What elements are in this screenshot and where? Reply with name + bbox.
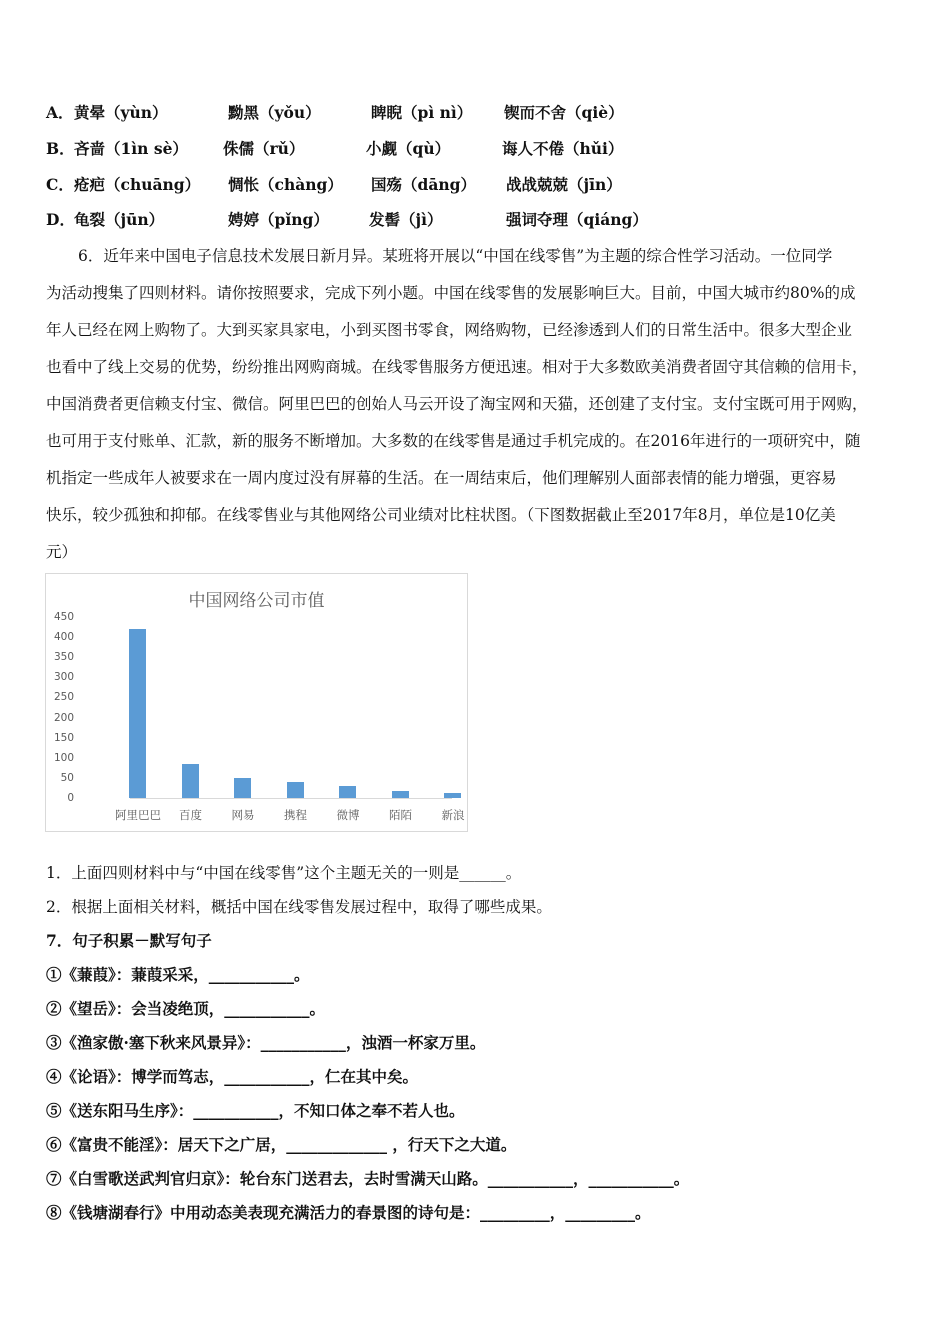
recitation-item: ⑤《送东阳马生序》：___________，不知口体之奉不若人也。: [46, 1101, 465, 1120]
market-value-chart: [45, 573, 468, 832]
y-tick-label: 250: [53, 691, 74, 704]
passage-line: 元）: [46, 543, 78, 561]
recitation-item: ④《论语》：博学而笃志，___________，仁在其中矣。: [46, 1067, 419, 1086]
option-item: 侏儒（rǔ）: [223, 139, 305, 158]
recitation-item: ⑦《白雪歌送武判官归京》：轮台东门送君去，去时雪满天山路。___________，___________。: [46, 1169, 690, 1188]
x-axis-line: [130, 798, 452, 799]
bar-3: [234, 778, 251, 798]
option-item: 黝黑（yǒu）: [228, 103, 321, 122]
option-item: 吝啬（1ìn sè）: [74, 139, 188, 158]
option-item: 娉婷（pǐng）: [228, 210, 329, 229]
bar-5: [339, 786, 356, 798]
recitation-item: ②《望岳》：会当凌绝顶，___________。: [46, 999, 326, 1018]
bar-6: [392, 791, 409, 798]
option-item: 黄晕（yùn）: [74, 103, 168, 122]
option-item: 战战兢兢（jīn）: [506, 175, 622, 194]
option-letter: C．: [46, 175, 74, 194]
y-tick-label: 200: [53, 711, 74, 724]
passage-line: 年人已经在网上购物了。大到买家具家电，小到买图书零食，网络购物，已经渗透到人们的日常生活中。很多大型企业: [46, 321, 853, 339]
passage-line: 快乐，较少孤独和抑郁。在线零售业与其他网络公司业绩对比柱状图。（下图数据截止至2017年8月，单位是10亿美: [46, 506, 836, 524]
x-tick-label: 携程: [284, 808, 307, 822]
y-tick-label: 100: [53, 751, 74, 764]
passage-line: 为活动搜集了四则材料。请你按照要求，完成下列小题。中国在线零售的发展影响巨大。目前，中国大城市约80%的成: [46, 284, 856, 302]
option-letter: A．: [46, 103, 74, 122]
y-tick-label: 0: [67, 792, 74, 804]
option-item: 发髻（jì）: [369, 210, 443, 229]
x-tick-label: 阿里巴巴: [115, 808, 161, 822]
y-tick-label: 450: [53, 611, 74, 623]
option-item: 惆怅（chàng）: [228, 175, 343, 194]
recitation-item: ③《渔家傲·塞下秋来风景异》：___________，浊酒一杯家万里。: [46, 1033, 486, 1052]
bar-1: [129, 629, 146, 798]
x-tick-label: 网易: [231, 808, 255, 822]
option-item: 诲人不倦（hǔi）: [502, 139, 624, 158]
x-tick-label: 陌陌: [389, 808, 412, 822]
passage-line: 机指定一些成年人被要求在一周内度过没有屏幕的生活。在一周结束后，他们理解别人面部表情的能力增强，更容易: [46, 469, 837, 487]
bar-7: [444, 793, 461, 798]
passage-line: 中国消费者更信赖支付宝、微信。阿里巴巴的创始人马云开设了淘宝网和天猫，还创建了支付宝。支付宝既可用于网购，: [46, 395, 868, 413]
option-item: 锲而不舍（qiè）: [504, 103, 624, 122]
passage-line: 6．近年来中国电子信息技术发展日新月异。某班将开展以“中国在线零售”为主题的综合性学习活动。一位同学: [78, 247, 833, 265]
bar-4: [287, 782, 304, 798]
passage-line: 也看中了线上交易的优势，纷纷推出网购商城。在线零售服务方便迅速。相对于大多数欧美消费者固守其信赖的信用卡，: [46, 358, 868, 376]
y-tick-label: 300: [53, 671, 74, 684]
question-7-title: 7．句子积累－默写句子: [46, 931, 212, 950]
option-item: 强词夺理（qiáng）: [506, 210, 648, 229]
y-tick-label: 150: [53, 731, 74, 744]
recitation-item: ⑥《富贵不能淫》：居天下之广居，_____________ ，行天下之大道。: [46, 1135, 517, 1154]
option-letter: D．: [46, 210, 75, 229]
x-tick-label: 新浪: [441, 808, 465, 822]
recitation-item: ①《蒹葭》：蒹葭采采，___________。: [46, 965, 310, 984]
sub-question-2: 2．根据上面相关材料，概括中国在线零售发展过程中，取得了哪些成果。: [46, 898, 552, 916]
recitation-item: ⑧《钱塘湖春行》中用动态美表现充满活力的春景图的诗句是：_________，_________。: [46, 1203, 651, 1222]
option-item: 龟裂（jūn）: [74, 210, 165, 229]
option-item: 小觑（qù）: [366, 139, 451, 158]
y-tick-label: 50: [60, 771, 74, 784]
x-tick-label: 微博: [336, 808, 360, 822]
passage-line: 也可用于支付账单、汇款，新的服务不断增加。大多数的在线零售是通过手机完成的。在2016年进行的一项研究中，随: [46, 432, 861, 450]
option-item: 睥睨（pì nì）: [371, 103, 473, 122]
x-tick-label: 百度: [179, 808, 202, 822]
y-tick-label: 350: [53, 651, 74, 664]
sub-question-1: 1．上面四则材料中与“中国在线零售”这个主题无关的一则是______。: [46, 864, 522, 882]
bar-2: [182, 764, 199, 798]
chart-title: 中国网络公司市值: [188, 591, 325, 611]
y-tick-label: 400: [53, 631, 74, 644]
option-item: 疮疤（chuāng）: [74, 175, 201, 194]
option-item: 国殇（dāng）: [371, 175, 476, 194]
option-letter: B．: [46, 139, 75, 158]
